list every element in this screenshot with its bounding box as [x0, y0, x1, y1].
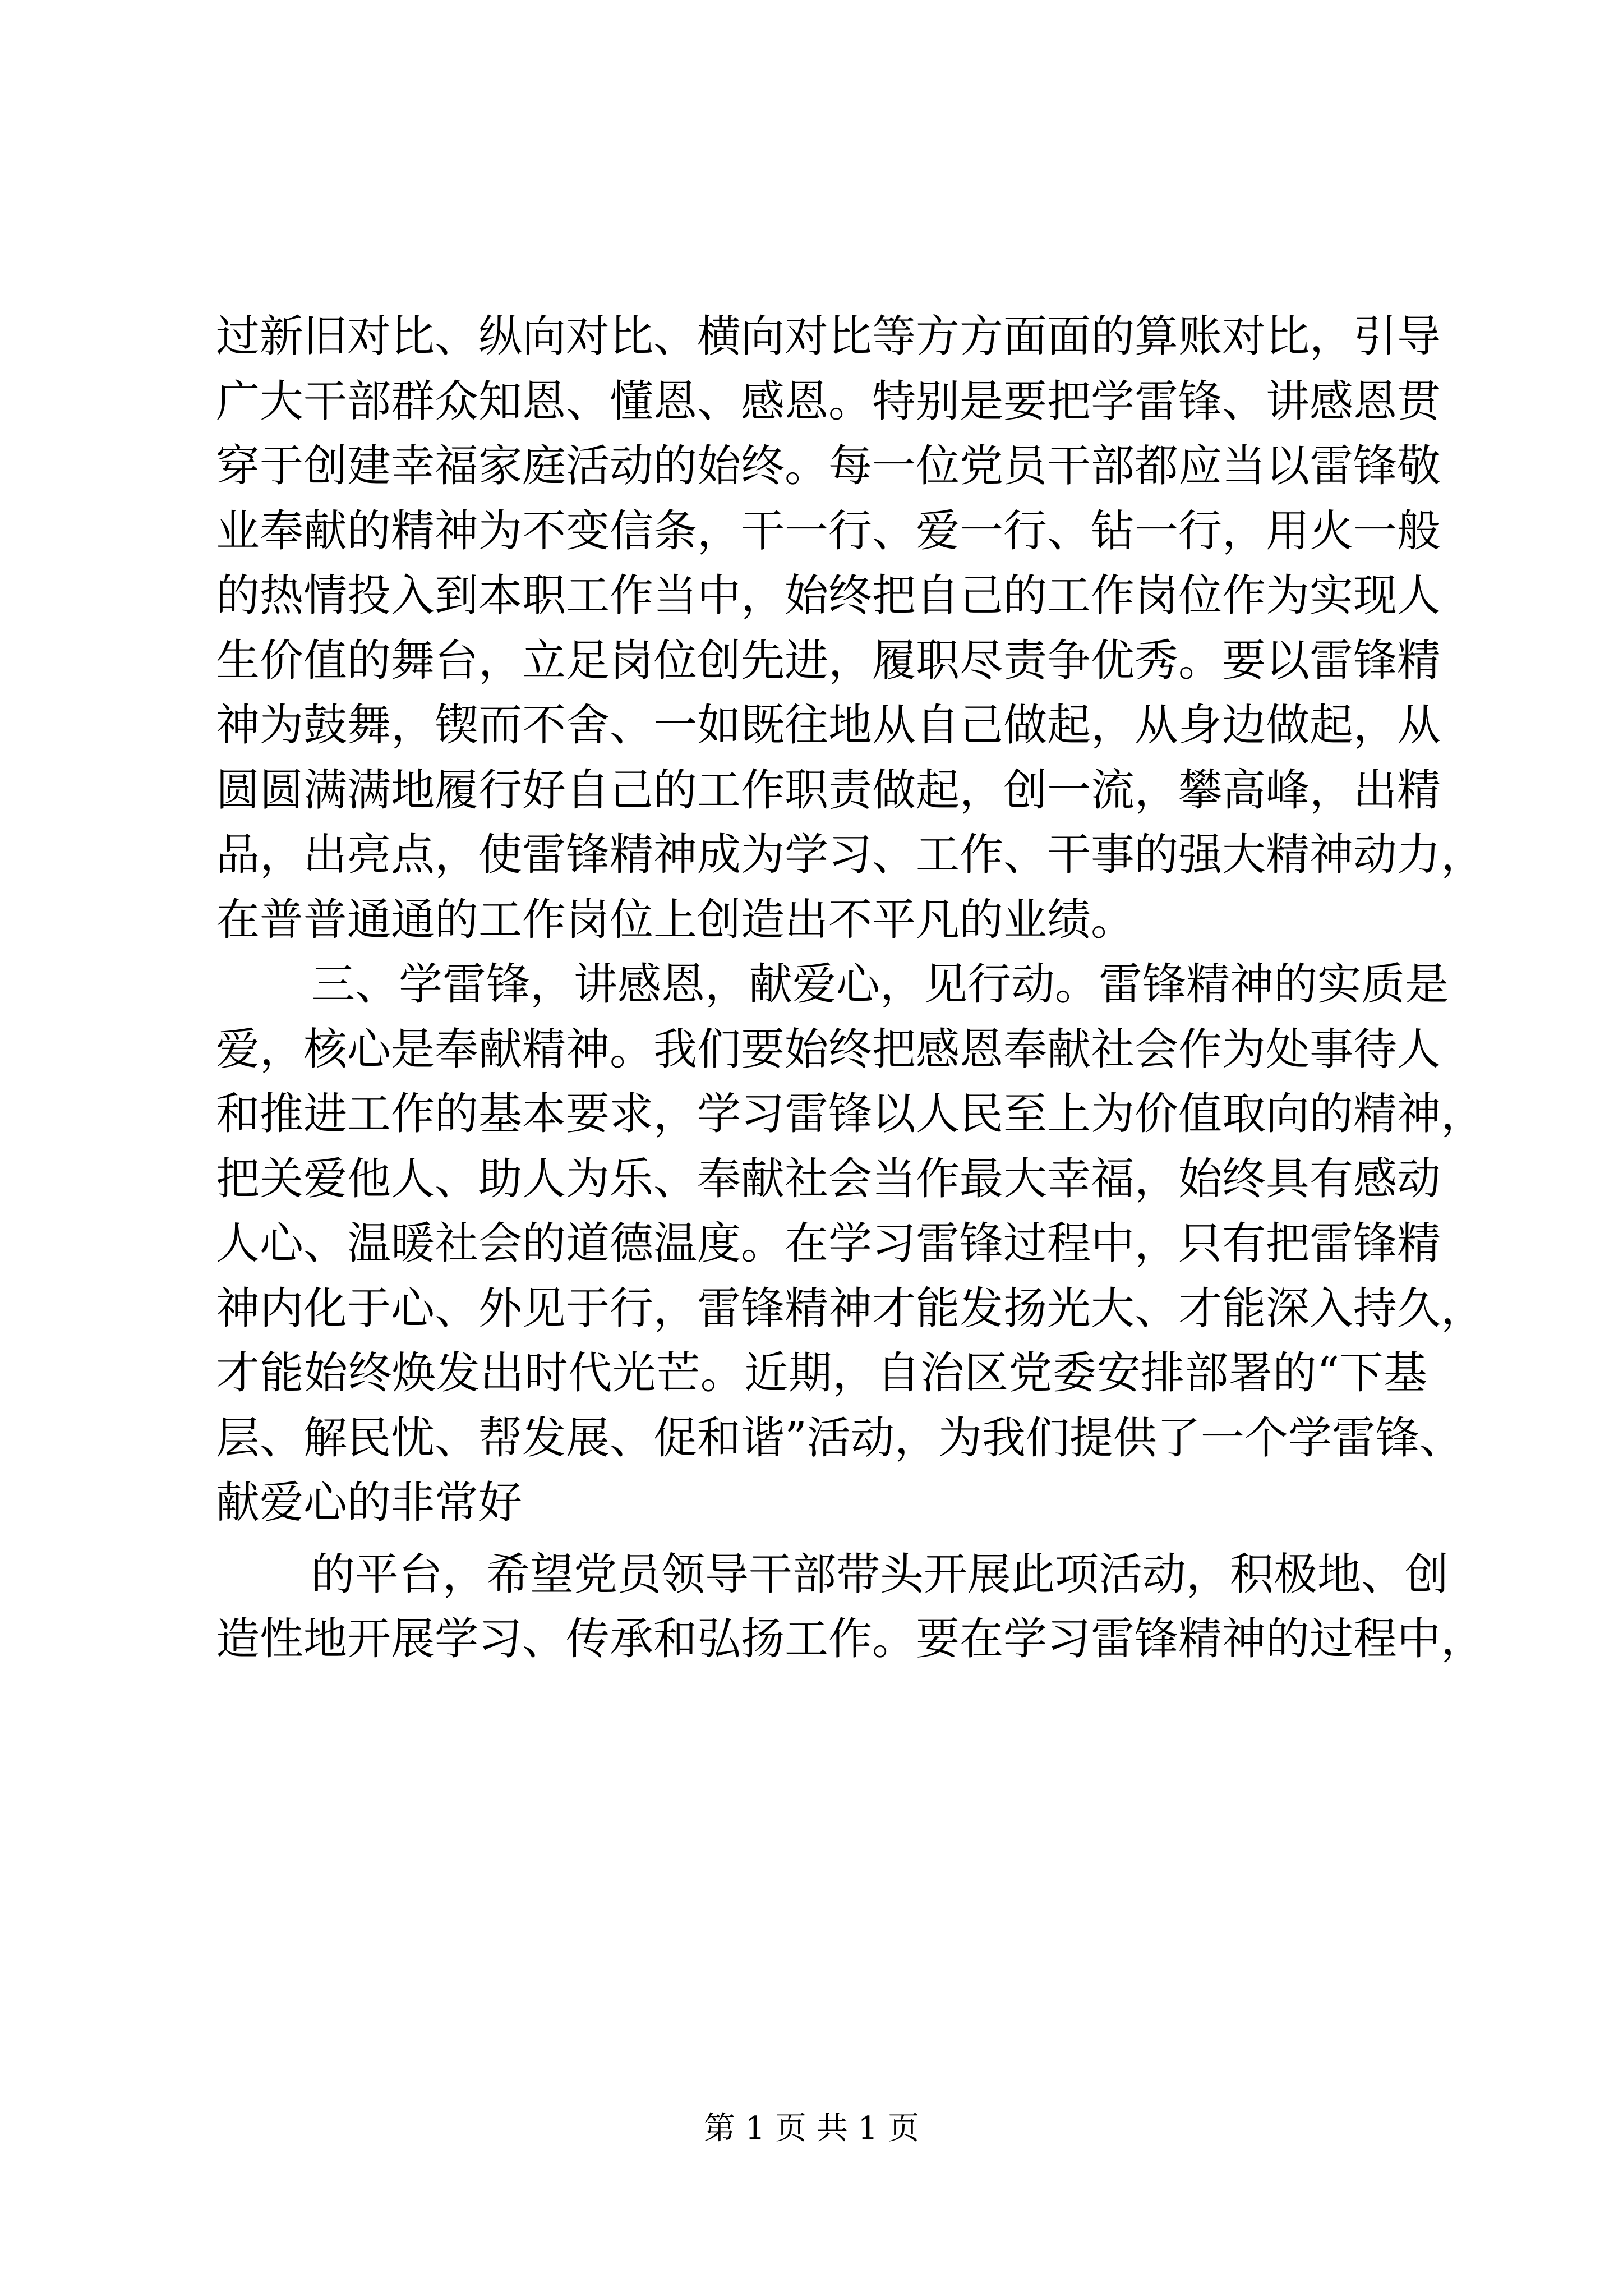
text-line-8: 圆圆满满地履行好自己的工作职责做起，创一流，攀高峰，出精 [216, 765, 1441, 816]
text-line-17: 才能始终焕发出时代光芒。近期，自治区党委安排部署的“下基 [216, 1348, 1427, 1398]
text-line-21: 造性地开展学习、传承和弘扬工作。要在学习雷锋精神的过程中， [216, 1614, 1485, 1664]
text-line-3: 穿于创建幸福家庭活动的始终。每一位党员干部都应当以雷锋敬 [216, 441, 1441, 491]
text-line-12: 爱，核心是奉献精神。我们要始终把感恩奉献社会作为处事待人 [216, 1024, 1441, 1075]
text-line-6: 生价值的舞台，立足岗位创先进，履职尽责争优秀。要以雷锋精 [216, 636, 1441, 686]
text-line-5: 的热情投入到本职工作当中，始终把自己的工作岗位作为实现人 [216, 570, 1441, 621]
text-line-4: 业奉献的精神为不变信条，干一行、爱一行、钻一行，用火一般 [216, 506, 1441, 556]
text-line-7: 神为鼓舞，锲而不舍、一如既往地从自己做起，从身边做起，从 [216, 700, 1441, 751]
paragraph-3-heading-line: 三、学雷锋，讲感恩，献爱心，见行动。雷锋精神的实质是 [311, 959, 1449, 1010]
text-line-18: 层、解民忧、帮发展、促和谐”活动，为我们提供了一个学雷锋、 [216, 1413, 1463, 1464]
text-line-10: 在普普通通的工作岗位上创造出不平凡的业绩。 [216, 895, 1135, 945]
text-line-19: 献爱心的非常好 [216, 1478, 523, 1528]
text-line-16: 神内化于心、外见于行，雷锋精神才能发扬光大、才能深入持久， [216, 1283, 1485, 1334]
text-line-13: 和推进工作的基本要求，学习雷锋以人民至上为价值取向的精神， [216, 1089, 1485, 1139]
text-line-15: 人心、温暖社会的道德温度。在学习雷锋过程中，只有把雷锋精 [216, 1218, 1441, 1269]
text-line-2: 广大干部群众知恩、懂恩、感恩。特别是要把学雷锋、讲感恩贯 [216, 376, 1441, 427]
text-line-9: 品，出亮点，使雷锋精神成为学习、工作、干事的强大精神动力， [216, 830, 1485, 880]
text-line-14: 把关爱他人、助人为乐、奉献社会当作最大幸福，始终具有感动 [216, 1154, 1441, 1204]
page-footer: 第 1 页 共 1 页 [703, 2110, 920, 2147]
text-line-1: 过新旧对比、纵向对比、横向对比等方方面面的算账对比，引导 [216, 311, 1441, 362]
text-line-20: 的平台，希望党员领导干部带头开展此项活动，积极地、创 [311, 1549, 1449, 1600]
